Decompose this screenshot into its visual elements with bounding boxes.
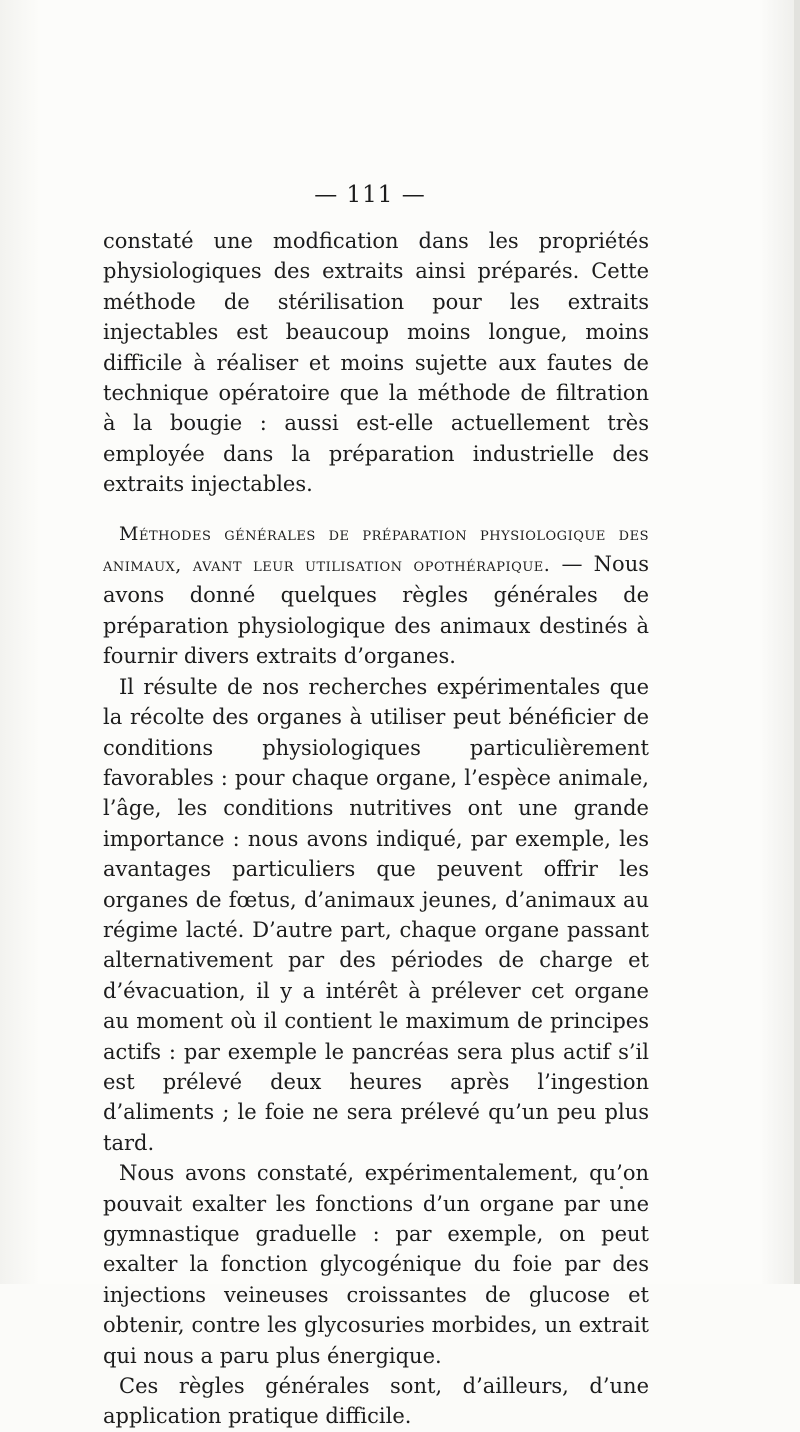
page-edge	[794, 0, 800, 1284]
page-number: — 111 —	[314, 182, 426, 208]
page-body	[103, 226, 649, 1432]
paragraph-gymnastique: Nous avons constaté, expérimentalement, qu’on pouvait exalter les fonctions d’un organe par une gymnastique graduelle : par exemple, on peut exalter la fonction glycogénique du foie par des injections veineuses croissantes de glucose et obtenir, contre les glycosuries morbides, un extrait qui nous a paru plus énergique.	[103, 1161, 649, 1368]
paragraph-sterilisation: constaté une modfication dans les propriétés physiologiques des extraits ainsi préparés. Cette méthode de stérilisation pour les extraits injectables est beaucoup moins longue, moins difficile à réaliser et moins sujette aux fautes de technique opératoire que la méthode de filtration à la bougie : aussi est-elle actuellement très employée dans la préparation industrielle des extraits injectables.	[103, 229, 649, 497]
ink-speck	[620, 1186, 623, 1189]
section-heading: Méthodes générales de préparation physiologique des animaux, avant leur utilisation opothérapique.	[103, 522, 649, 577]
section-intro-text: — Nous avons donné quelques règles générales de préparation physiologique des animaux destinés à fournir divers extraits d’organes.	[103, 552, 649, 669]
paragraph-recolte-organes: Il résulte de nos recherches expérimentales que la récolte des organes à utiliser peut bénéficier de conditions physiologiques particulièrement favorables : pour chaque organe, l’espèce animale, l’âge, les conditions nutritives ont une grande importance : nous avons indiqué, par exemple, les avantages particuliers que peuvent offrir les organes de fœtus, d’animaux jeunes, d’animaux au régime lacté. D’autre part, chaque organe passant alternativement par des périodes de charge et d’évacuation, il y a intérêt à prélever cet organe au moment où il contient le maximum de principes actifs : par exemple le pancréas sera plus actif s’il est prélevé deux heures après l’ingestion d’aliments ; le foie ne sera prélevé qu’un peu plus tard.	[103, 674, 649, 1155]
paragraph-conclusion: Ces règles générales sont, d’ailleurs, d’une application pratique difficile.	[103, 1374, 649, 1429]
paragraph-methodes-generales	[103, 518, 649, 672]
